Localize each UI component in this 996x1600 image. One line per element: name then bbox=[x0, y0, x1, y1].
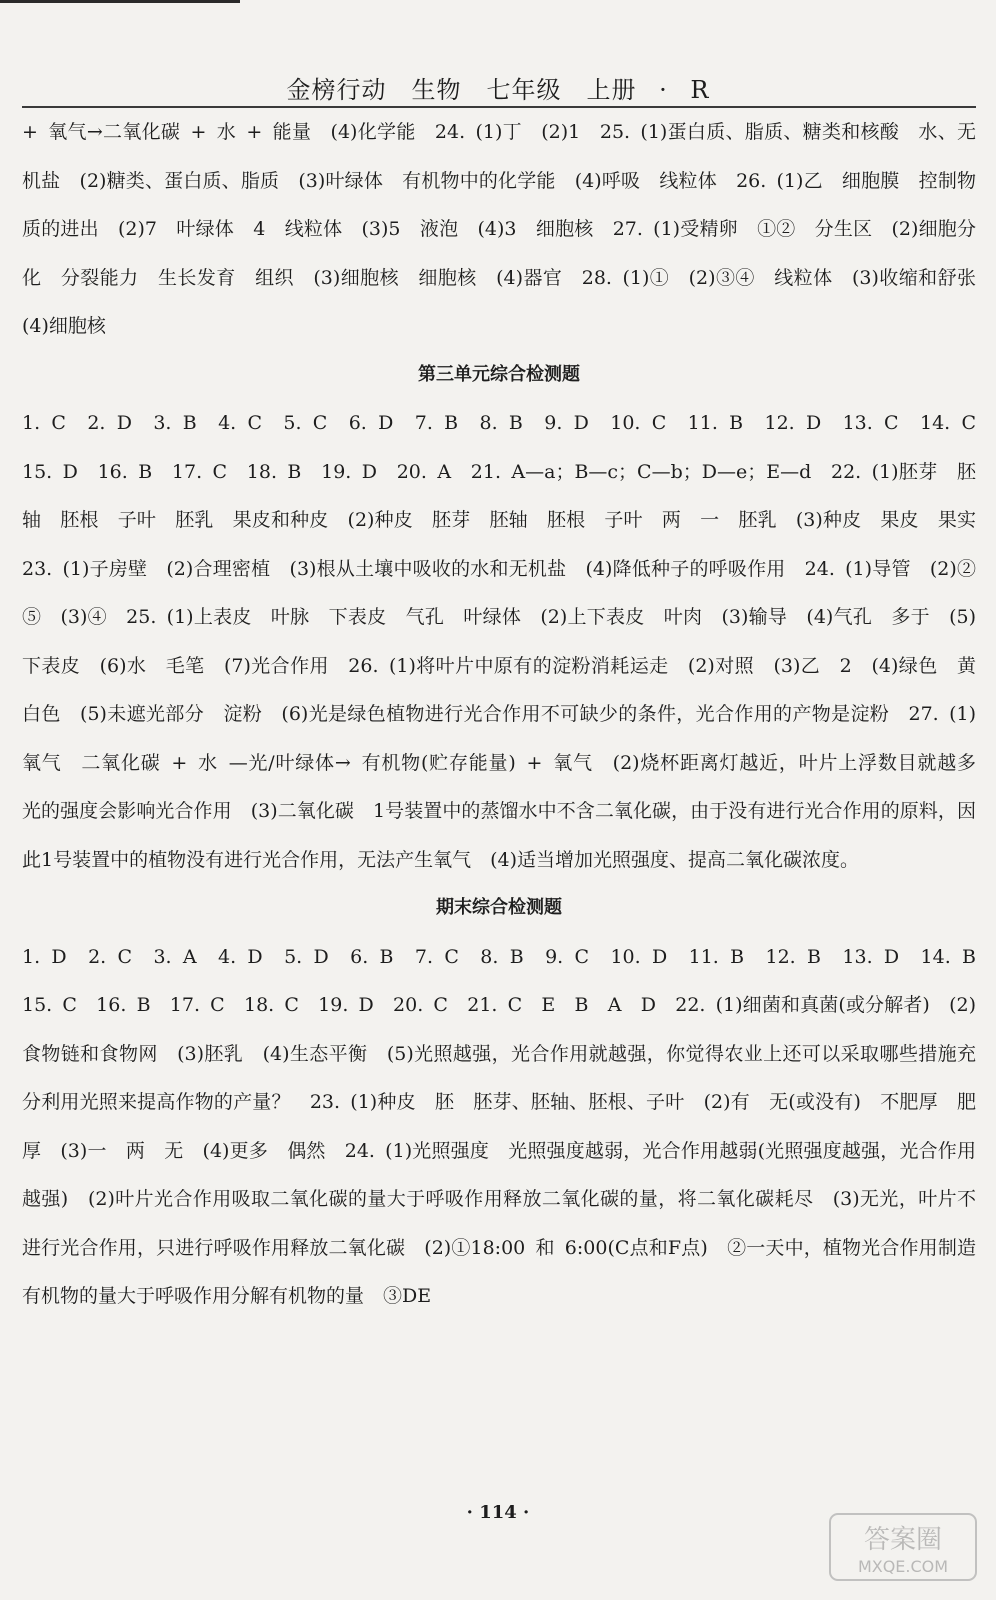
section-title-unit3: 第三单元综合检测题 bbox=[418, 363, 580, 385]
section-title-final: 期末综合检测题 bbox=[436, 897, 562, 918]
page-number: · 114 · bbox=[466, 1502, 530, 1523]
answer-paragraph-3: 1. D 2. C 3. A 4. D 5. D 6. B 7. C 8. B 9. C 10. D 11. B 12. B 13. D 14. B 15. C 16. B 17. C 18. C 19. D 20. C 21. C E B A D 22. (1)细菌和真菌(或分解者) (2)食物链和食物网 (3)胚乳 (4)生态平衡 (5)光照越强，光合作用就越强，你觉得农业上还可以采取哪些措施充分利用光照来提高作物的产量？ 23. (1)种皮 胚 胚芽、胚轴、胚根、子叶 (2)有 无(或没有) 不肥厚 肥厚 (3)一 两 无 (4)更多 偶然 24. (1)光照强度 光照强度越弱，光合作用越弱(光照强度越强，光合作用越强) (2)叶片光合作用吸取二氧化碳的量大于呼吸作用释放二氧化碳的量，将二氧化碳耗尽 (3)无光，叶片不进行光合作用，只进行呼吸作用释放二氧化碳 (2)①18:00 和 6:00(C点和F点) ②一天中，植物光合作用制造有机物的量大于呼吸作用分解有机物的量 ③DE bbox=[22, 945, 996, 1307]
answer-content bbox=[22, 108, 996, 1321]
answer-paragraph-1: + 氧气→二氧化碳 + 水 + 能量 (4)化学能 24. (1)丁 (2)1 25. (1)蛋白质、脂质、糖类和核酸 水、无机盐 (2)糖类、蛋白质、脂质 (3)叶绿体 有机物中的化学能 (4)呼吸 线粒体 26. (1)乙 细胞膜 控制物质的进出 (2)7 叶绿体 4 线粒体 (3)5 液泡 (4)3 细胞核 27. (1)受精卵 ①② 分生区 (2)细胞分化 分裂能力 生长发育 组织 (3)细胞核 细胞核 (4)器官 28. (1)① (2)③④ 线粒体 (3)收缩和舒张 (4)细胞核 bbox=[22, 121, 996, 337]
answer-paragraph-2: 1. C 2. D 3. B 4. C 5. C 6. D 7. B 8. B 9. D 10. C 11. B 12. D 13. C 14. C 15. D 16. B 17. C 18. B 19. D 20. A 21. A—a；B—c；C—b；D—e；E—d 22. (1)胚芽 胚轴 胚根 子叶 胚乳 果皮和种皮 (2)种皮 胚芽 胚轴 胚根 子叶 两 一 胚乳 (3)种皮 果皮 果实 23. (1)子房壁 (2)合理密植 (3)根从土壤中吸收的水和无机盐 (4)降低种子的呼吸作用 24. (1)导管 (2)② ⑤ (3)④ 25. (1)上表皮 叶脉 下表皮 气孔 叶绿体 (2)上下表皮 叶肉 (3)输导 (4)气孔 多于 (5)下表皮 (6)水 毛笔 (7)光合作用 26. (1)将叶片中原有的淀粉消耗运走 (2)对照 (3)乙 2 (4)绿色 黄白色 (5)未遮光部分 淀粉 (6)光是绿色植物进行光合作用不可缺少的条件，光合作用的产物是淀粉 27. (1)氧气 二氧化碳 + 水 —光/叶绿体→ 有机物(贮存能量) + 氧气 (2)烧杯距离灯越近，叶片上浮数目就越多 光的强度会影响光合作用 (3)二氧化碳 1号装置中的蒸馏水中不含二氧化碳，由于没有进行光合作用的原料，因此1号装置中的植物没有进行光合作用，无法产生氧气 (4)适当增加光照强度、提高二氧化碳浓度。 bbox=[22, 412, 996, 871]
top-rule bbox=[0, 0, 240, 3]
watermark-line2: MXQE.COM bbox=[857, 1557, 949, 1576]
watermark-logo bbox=[828, 1512, 978, 1582]
page-header: 金榜行动 生物 七年级 上册 · R bbox=[286, 76, 710, 104]
watermark-line1: 答案圈 bbox=[863, 1525, 943, 1555]
